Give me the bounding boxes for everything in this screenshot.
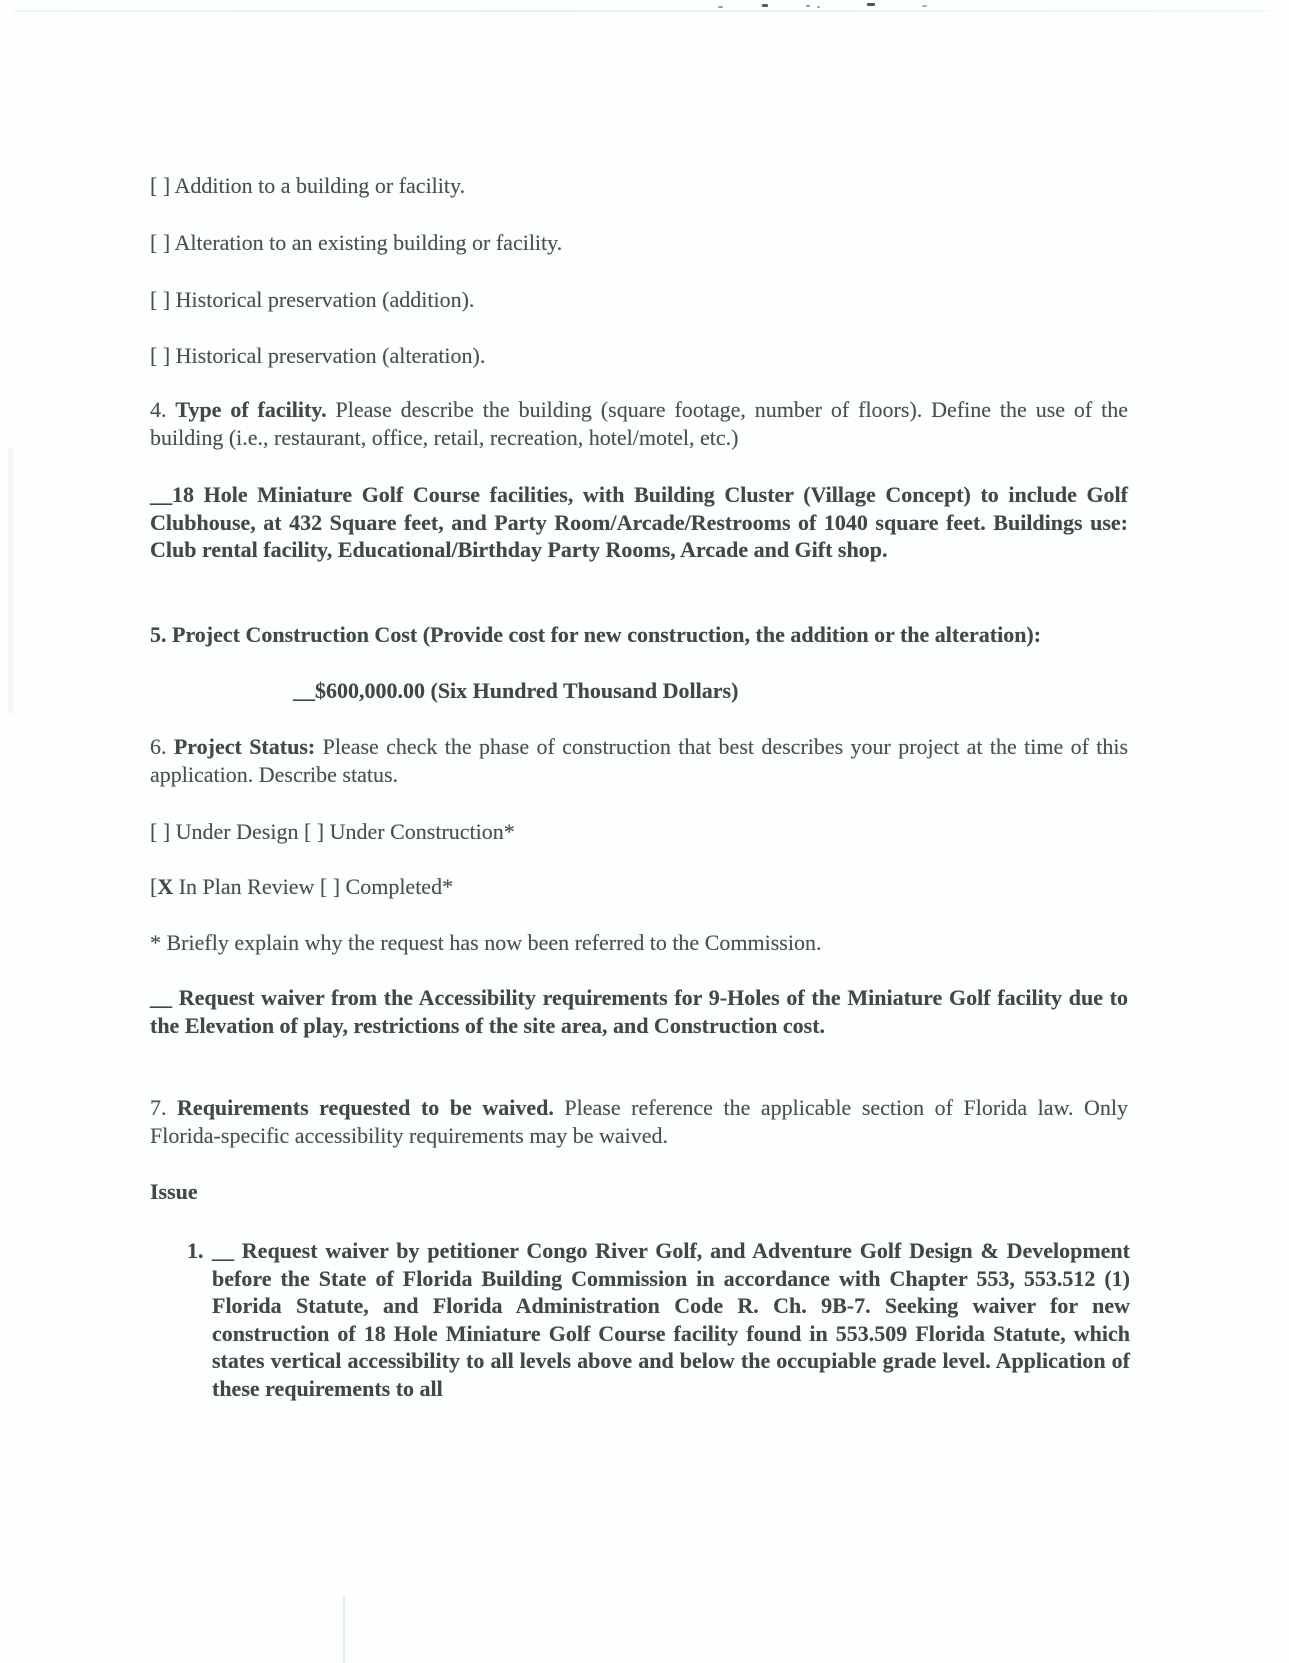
section-title: Type of facility. [175, 397, 327, 422]
scan-artifact-smudge [922, 5, 927, 7]
section-number: 6. [150, 734, 167, 759]
scan-artifact-smudge [718, 6, 723, 8]
status-label-in-plan-review: In Plan Review [178, 874, 315, 899]
section-text: Please check the phase of construction that best describes your project at the time of this application. Describe status. [150, 734, 1129, 787]
status-label-under-design: Under Design [175, 819, 299, 844]
status-explanation-answer: __ Request waiver from the Accessibility requirements for 9-Holes of the Miniature Golf facility due to the Elevation of play, restrictions of the site area, and Construction cost. [150, 985, 1128, 1038]
checkbox-glyph: [ ] [319, 874, 341, 899]
checkbox-glyph: [ ] [150, 819, 171, 844]
checkbox-open-bracket: [ [150, 874, 158, 899]
section-text: Please reference the applicable section of Florida law. Only Florida-specific accessibility requirements may be waived. [150, 1095, 1129, 1148]
section-7-requirements-waived [150, 1094, 1128, 1149]
section-number: 7. [150, 1095, 167, 1120]
section-title: Requirements requested to be waived. [177, 1095, 554, 1120]
section-6-project-status [150, 733, 1128, 788]
scan-artifact-left-strip [8, 448, 14, 713]
checkbox-option-alteration [150, 229, 562, 257]
status-label-completed: Completed* [345, 874, 454, 899]
asterisk-footnote: * Briefly explain why the request has now been referred to the Commission. [150, 930, 822, 955]
checkbox-x-mark: X [157, 874, 174, 899]
section-number: 5. [150, 622, 167, 647]
scan-artifact-smudge [817, 6, 820, 8]
checkbox-label: Historical preservation (alteration). [175, 343, 486, 368]
scan-artifact-smudge [762, 4, 768, 7]
checkbox-option-addition [150, 172, 465, 200]
status-row-design-construction [150, 818, 515, 846]
scan-artifact-smudge [806, 5, 810, 7]
checkbox-glyph: [ ] [150, 173, 171, 198]
issue-item-text: __ Request waiver by petitioner Congo River Golf, and Adventure Golf Design & Development before the State of Florida Building Commission in accordance with Chapter 553, 553.512 (1) Florida Statute, and Florida Administration Code R. Ch. 9B-7. Seeking waiver for new construction of 18 Hole Miniature Golf Course facility found in 553.509 Florida Statute, which states vertical accessibility to all levels above and below the occupiable grade level. Application of these requirements to all [212, 1238, 1130, 1401]
checkbox-option-historical-alteration [150, 342, 485, 370]
checkbox-label: Historical preservation (addition). [175, 287, 475, 312]
checkbox-label: Alteration to an existing building or facility. [174, 230, 563, 255]
checkbox-option-historical-addition [150, 286, 474, 314]
scan-artifact-bottom-line [343, 1595, 345, 1663]
scan-artifact-top-line [14, 10, 1269, 12]
issue-item-number: 1. [187, 1238, 204, 1263]
status-label-under-construction: Under Construction* [329, 819, 515, 844]
checkbox-glyph: [ ] [150, 343, 171, 368]
section-title: Project Status: [173, 734, 316, 759]
checkbox-glyph: [ ] [150, 230, 171, 255]
facility-description-answer: __18 Hole Miniature Golf Course facilities, with Building Cluster (Village Concept) to include Golf Clubhouse, at 432 Square feet, and Party Room/Arcade/Restrooms of 1040 square feet. Buildings use: Club rental facility, Educational/Birthday Party Rooms, Arcade and Gift shop. [150, 482, 1128, 562]
construction-cost-value: __$600,000.00 (Six Hundred Thousand Dollars) [293, 678, 739, 703]
checkbox-label: Addition to a building or facility. [174, 173, 466, 198]
status-row-review-completed [150, 873, 453, 901]
section-number: 4. [150, 397, 167, 422]
section-title: Project Construction Cost (Provide cost for new construction, the addition or the alteration): [172, 622, 1042, 647]
checkbox-glyph: [ ] [303, 819, 325, 844]
scan-artifact-smudge [867, 3, 875, 6]
section-text: Please describe the building (square footage, number of floors). Define the use of the building (i.e., restaurant, office, retail, recreation, hotel/motel, etc.) [150, 397, 1129, 450]
checkbox-glyph: [ ] [150, 287, 171, 312]
section-4-type-of-facility [150, 396, 1128, 451]
section-5-construction-cost [150, 621, 1128, 649]
issue-heading: Issue [150, 1179, 198, 1204]
